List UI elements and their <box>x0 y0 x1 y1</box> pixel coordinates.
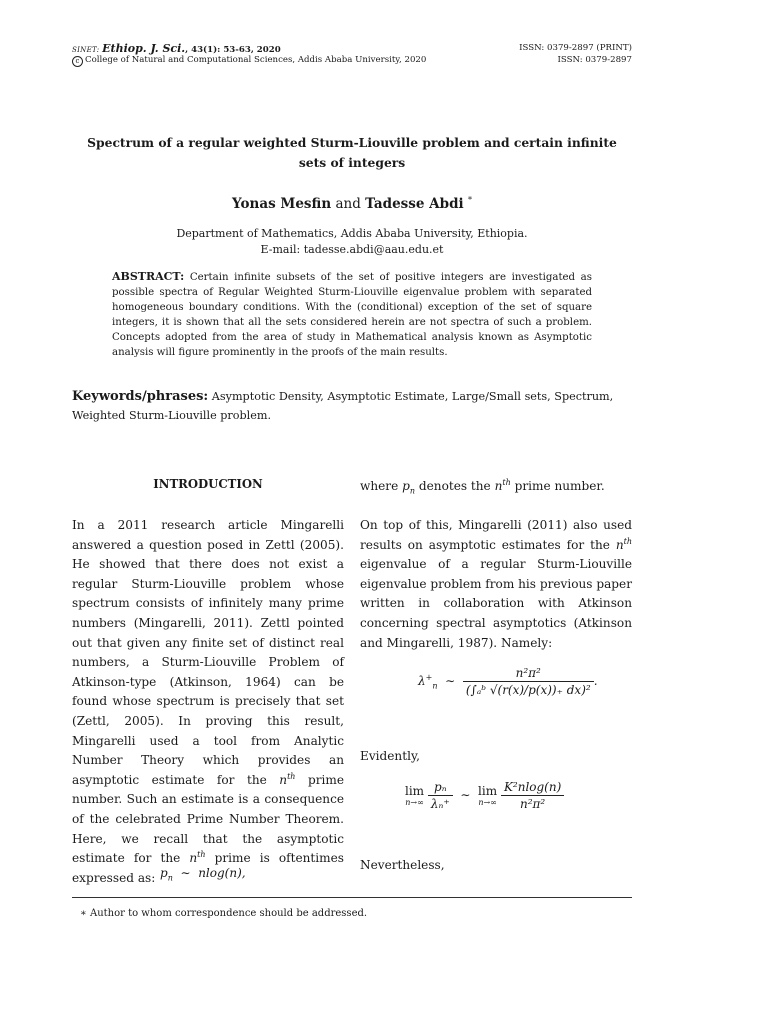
author-line <box>72 196 632 212</box>
copyright-icon: c <box>72 56 83 67</box>
nth-symbol <box>616 538 632 552</box>
nth-symbol <box>495 479 511 493</box>
copyright-text: College of Natural and Computational Sciences, Addis Ababa University, 2020 <box>85 55 427 65</box>
pn-n: n <box>409 486 416 496</box>
intro-paragraph-2 <box>360 516 632 653</box>
footnote-divider <box>72 897 632 898</box>
right-denotes: denotes the <box>418 479 491 493</box>
eq2-denominator: (∫ₐᵇ √(r(x)/p(x))₊ dx)² <box>465 683 591 697</box>
journal-name: Ethiop. J. Sci. <box>102 42 186 55</box>
intro-p1-part-b: prime number. Such an estimate is a consequence of the celebrated Prime Number Theorem. Here, we recall that the asymptotic estimate for the <box>72 772 344 866</box>
eq2-fraction <box>463 666 594 697</box>
intro-p2-part-a: On top of this, Mingarelli (2011) also used results on asymptotic estimates for the <box>360 518 632 552</box>
issn-online: ISSN: 0379-2897 <box>557 55 632 65</box>
intro-p2-part-b: eigenvalue of a regular Sturm-Liouville eigenvalue problem from his previous paper written in collaboration with Atkinson concerning spectral asymptotics (Atkinson and Mingarelli, 1987). Namely: <box>360 557 632 650</box>
eq3-lim-word: lim <box>478 784 498 798</box>
nth-n: n <box>615 537 624 552</box>
nth-n: n <box>494 479 503 493</box>
abstract-text: Certain infinite subsets of the set of positive integers are investigated as possible spectra of Regular Weighted Sturm-Liouville eigenvalue problem with separated homogeneous boundary conditions. With the (conditional) exception of the set of square integers, it is shown that all the sets considered herein are not spectra of such a problem. Concepts adopted from the area of study in Mathematical analysis known as Asymptotic analysis will figure prominently in the proofs of the main results. <box>112 272 592 359</box>
eq1-sim: ∼ <box>180 866 191 880</box>
journal-volume: , 43(1): 53-63, 2020 <box>185 45 281 55</box>
intro-paragraph-1 <box>72 516 344 888</box>
eq3-frac1-num: pₙ <box>428 780 453 796</box>
equation-eigenvalue-asymptotic <box>418 666 598 697</box>
eq3-fraction-1 <box>428 780 453 811</box>
pn-p: p <box>402 479 410 493</box>
nth-n: n <box>279 772 288 787</box>
right-where: where <box>360 479 399 493</box>
eq3-frac2-den: n²π² <box>519 797 546 811</box>
abstract-label: ABSTRACT: <box>112 270 185 283</box>
nth-n: n <box>189 851 198 866</box>
eq3-lim-under: n→∞ <box>478 798 497 807</box>
affiliation: Department of Mathematics, Addis Ababa University, Ethiopia. <box>176 227 528 240</box>
pn-symbol <box>402 479 416 496</box>
keywords-text: Asymptotic Density, Asymptotic Estimate, Large/Small sets, Spectrum, Weighted Sturm-Liouville problem. <box>72 390 614 422</box>
paper-title: Spectrum of a regular weighted Sturm-Liouville problem and certain infinite sets of integers <box>87 135 617 170</box>
nth-th: th <box>197 850 206 860</box>
journal-header-line-2 <box>72 55 632 67</box>
eq2-sup: + <box>425 673 433 682</box>
nth-th: th <box>623 536 632 546</box>
nth-symbol <box>189 851 205 865</box>
keywords <box>72 387 632 425</box>
nth-th: th <box>502 477 511 487</box>
eq3-lim-word: lim <box>405 784 425 798</box>
eq2-sub: n <box>432 681 438 691</box>
eq3-frac2-num: K²nlog(n) <box>501 780 564 796</box>
equation-prime-estimate <box>160 866 246 883</box>
abstract <box>112 269 592 361</box>
eq3-lim-under: n→∞ <box>405 798 424 807</box>
intro-p1-part-a: In a 2011 research article Mingarelli answered a question posed in Zettl (2005). He showed that there does not exist a regular Sturm-Liouville problem whose spectrum consists of infinitely many prime numbers (Mingarelli, 2011). Zettl pointed out that given any finite set of distinct real numbers, a Sturm-Liouville Problem of Atkinson-type (Atkinson, 1964) can be found whose spectrum is precisely that set (Zettl, 2005). In proving this result, Mingarelli used a tool from Analytic Number Theory which provides an asymptotic estimate for the <box>72 518 344 787</box>
eq3-lim-2 <box>478 784 497 807</box>
section-heading-introduction: INTRODUCTION <box>153 477 263 491</box>
nevertheless-text: Nevertheless, <box>360 858 445 872</box>
equation-limit <box>405 780 564 811</box>
eq1-lhs-sub: n <box>167 873 173 883</box>
eq2-numerator: n²π² <box>463 666 594 682</box>
intro-p1-part-c: prime is oftentimes expressed as: <box>72 851 344 885</box>
eq3-fraction-2 <box>501 780 564 811</box>
footnote: ∗ Author to whom correspondence should be addressed. <box>80 908 368 919</box>
nth-symbol <box>279 773 295 787</box>
issn-print: ISSN: 0379-2897 (PRINT) <box>519 43 632 53</box>
author-footnote-mark: * <box>467 195 472 205</box>
author-2: Tadesse Abdi <box>365 196 464 212</box>
sinet-label: SINET: <box>72 46 100 54</box>
author-1: Yonas Mesfin <box>232 196 332 212</box>
eq3-frac1-den: λₙ⁺ <box>430 797 450 811</box>
eq2-end: . <box>593 674 598 688</box>
evidently-text: Evidently, <box>360 749 421 763</box>
nth-th: th <box>287 771 296 781</box>
eq2-lambda: λ <box>418 674 426 688</box>
eq1-rhs: nlog(n), <box>198 866 246 880</box>
author-conjunction: and <box>335 196 361 212</box>
affiliation-block <box>72 226 632 258</box>
eq1-lhs: p <box>160 866 168 880</box>
eq3-lim-1 <box>405 784 424 807</box>
right-column-lead <box>360 477 632 497</box>
eq2-sim: ∼ <box>445 674 456 688</box>
keywords-label: Keywords/phrases: <box>72 389 209 404</box>
right-prime-number: prime number. <box>514 479 605 493</box>
eq3-sim: ∼ <box>460 788 471 802</box>
email: E-mail: tadesse.abdi@aau.edu.et <box>260 243 444 256</box>
